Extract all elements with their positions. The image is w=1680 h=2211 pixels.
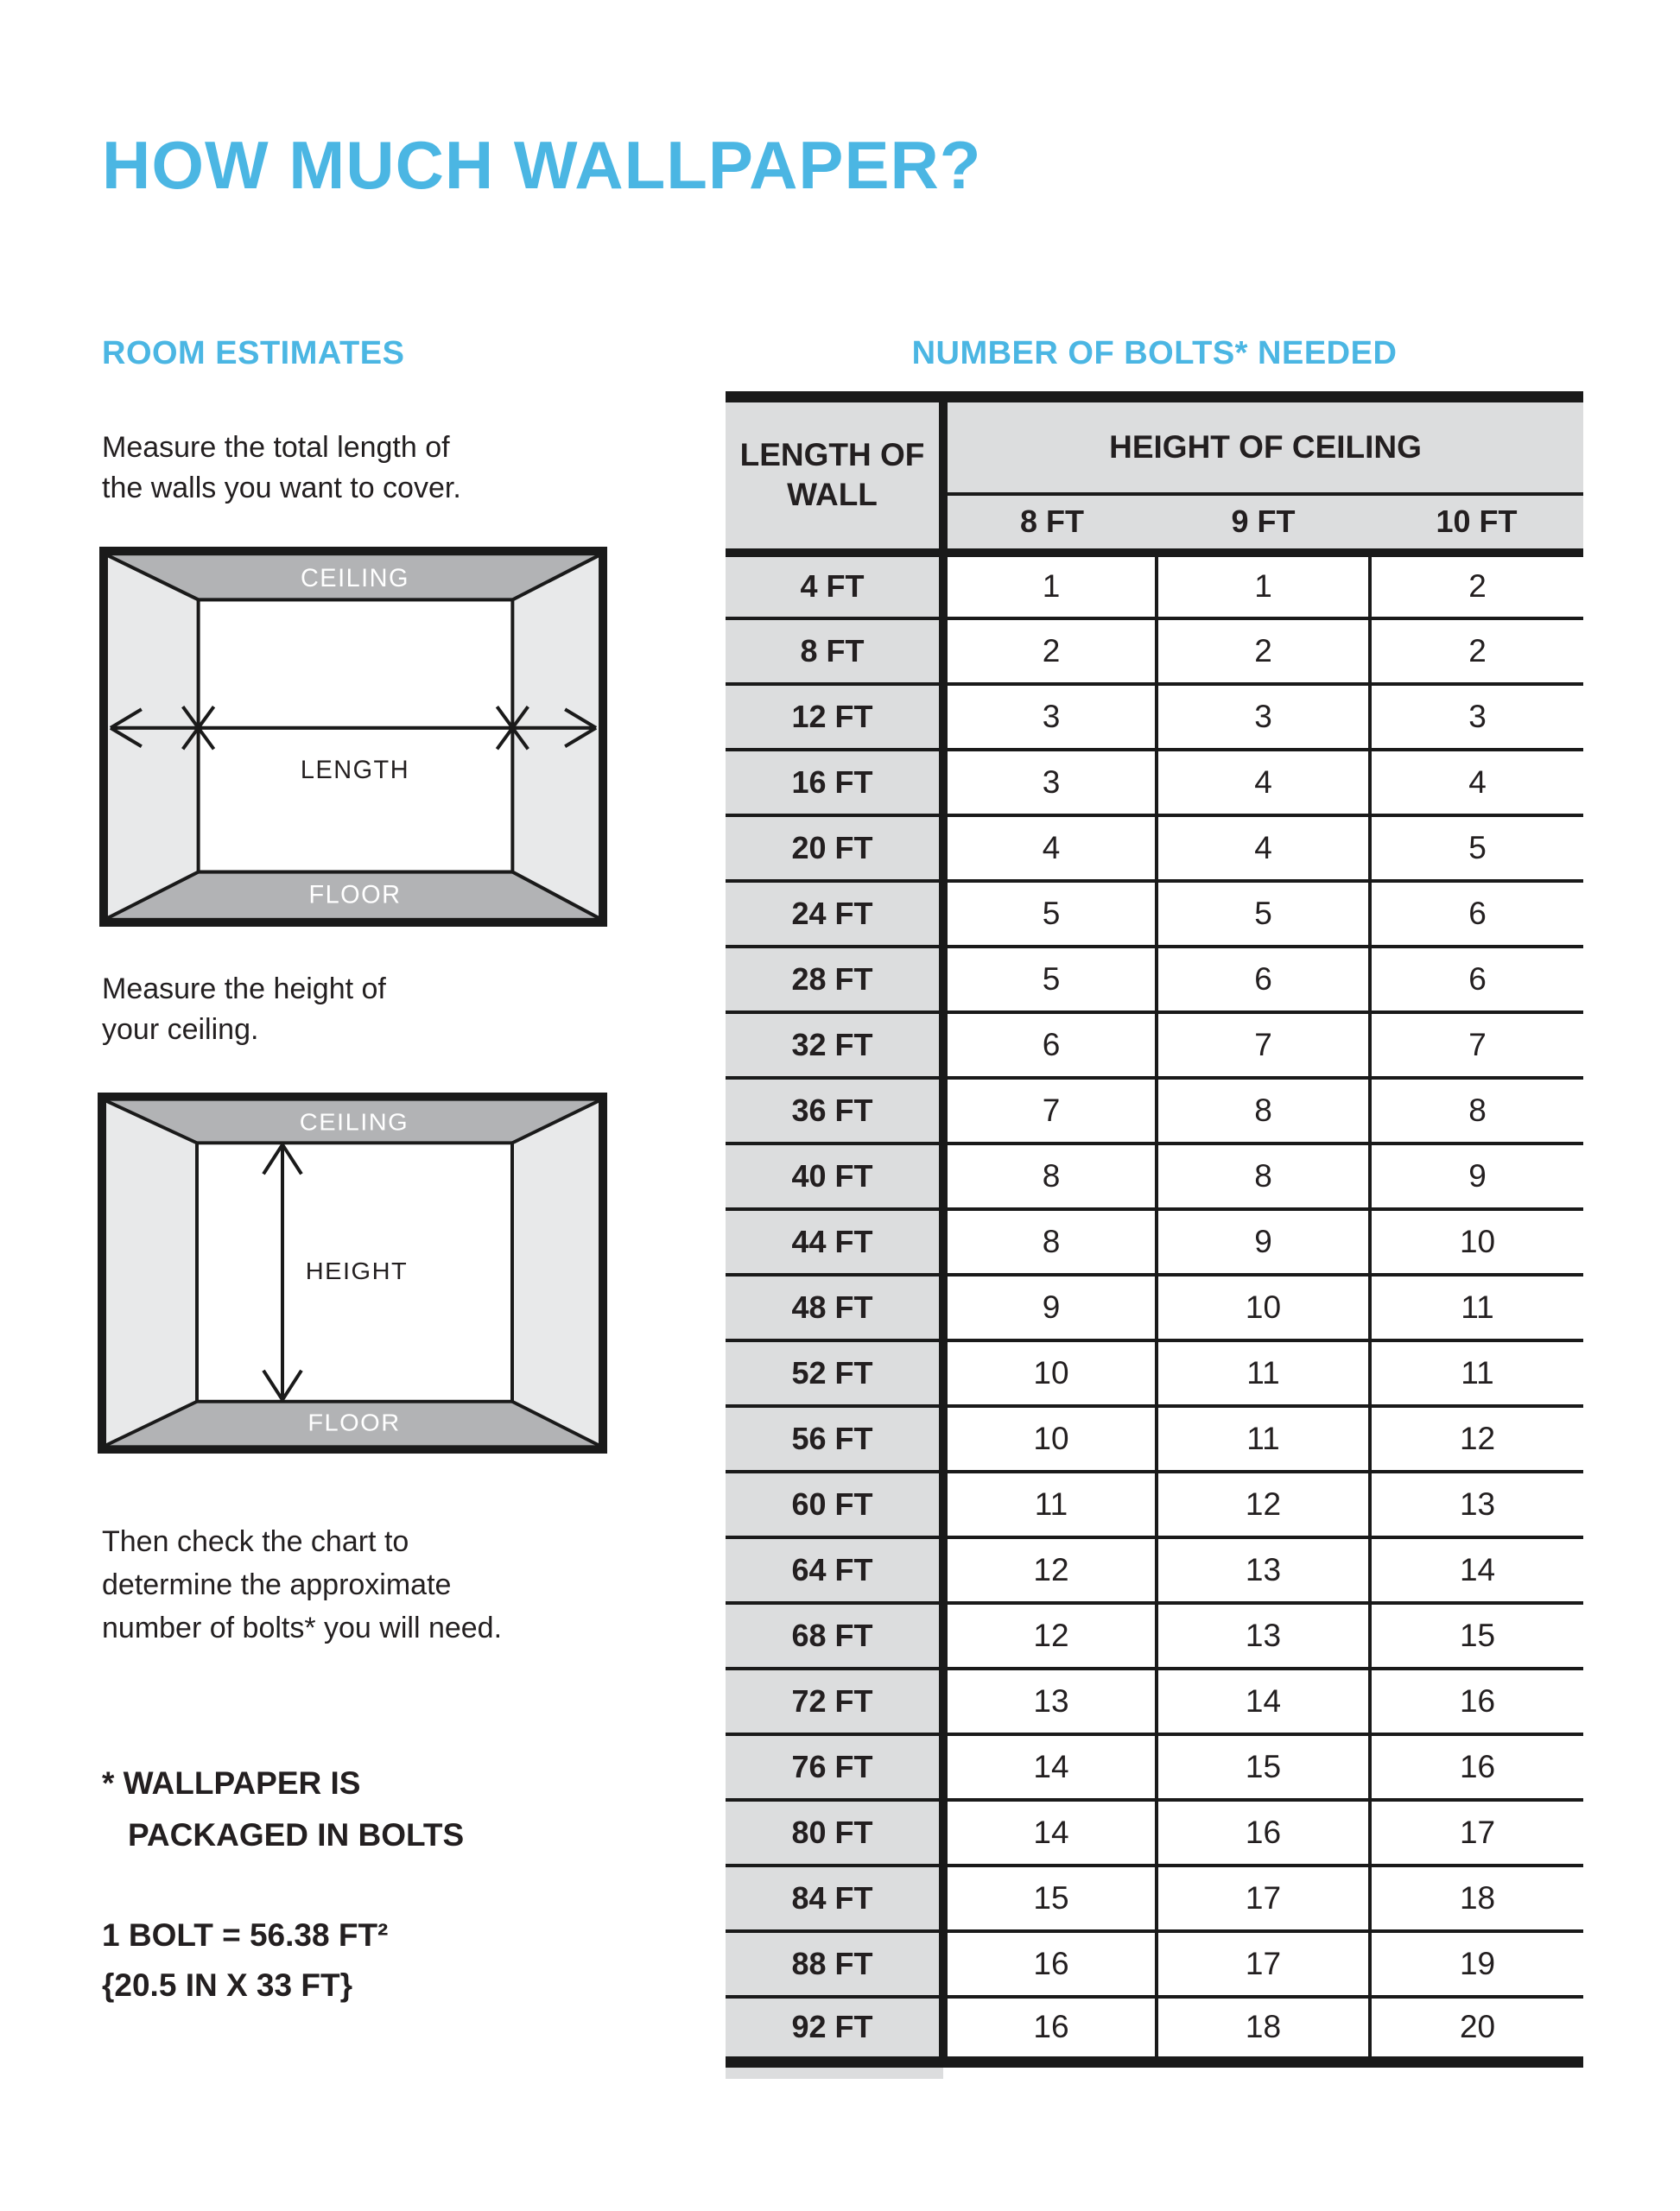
bolt-count-cell: 17: [1370, 1800, 1583, 1866]
wall-length-cell: 4 FT: [726, 553, 943, 618]
bolt-count-cell: 3: [1157, 684, 1370, 750]
column-header-8ft: 8 FT: [943, 494, 1157, 553]
instruction-measure-height: [102, 969, 386, 1050]
wall-length-cell: 68 FT: [726, 1603, 943, 1669]
bolt-table-body: [726, 553, 1583, 2062]
room-diagram-length: [99, 547, 607, 927]
back-wall: [199, 599, 513, 871]
table-row: [726, 684, 1583, 750]
bolt-count-cell: 3: [943, 684, 1157, 750]
column-header-length-of-wall: LENGTH OF WALL: [726, 397, 943, 553]
wall-length-cell: 20 FT: [726, 815, 943, 881]
bolt-count-cell: 5: [943, 881, 1157, 947]
bolt-count-cell: 2: [1370, 553, 1583, 618]
instruction-line: determine the approximate: [102, 1568, 452, 1601]
bolt-count-cell: 10: [943, 1340, 1157, 1406]
bolt-count-cell: 14: [1370, 1537, 1583, 1603]
height-label: HEIGHT: [305, 1258, 409, 1285]
bolt-count-cell: 1: [1157, 553, 1370, 618]
bolt-count-cell: 8: [1157, 1078, 1370, 1144]
ceiling-label: CEILING: [299, 1109, 409, 1137]
table-row: [726, 815, 1583, 881]
wall-length-cell: 48 FT: [726, 1275, 943, 1340]
wall-length-cell: 16 FT: [726, 750, 943, 815]
footnote-line: PACKAGED IN BOLTS: [128, 1817, 465, 1853]
table-row: [726, 881, 1583, 947]
bolt-count-cell: 6: [1157, 947, 1370, 1012]
instruction-line: your ceiling.: [102, 1013, 259, 1046]
bolt-count-cell: 7: [943, 1078, 1157, 1144]
footnote-line: * WALLPAPER IS: [102, 1765, 361, 1801]
footnote-wallpaper-bolts: [102, 1758, 464, 1861]
table-row: [726, 750, 1583, 815]
wall-length-cell: 60 FT: [726, 1472, 943, 1537]
bolt-count-cell: 2: [1157, 618, 1370, 684]
bolt-count-cell: 14: [943, 1800, 1157, 1866]
bolt-count-cell: 1: [943, 553, 1157, 618]
bolt-count-cell: 16: [943, 1931, 1157, 1997]
bolt-count-cell: 4: [1157, 750, 1370, 815]
table-row: [726, 947, 1583, 1012]
table-row: [726, 1144, 1583, 1209]
bolt-count-cell: 9: [943, 1275, 1157, 1340]
bolt-count-cell: 11: [1157, 1340, 1370, 1406]
section-heading-room-estimates: ROOM ESTIMATES: [102, 335, 405, 371]
wall-length-cell: 8 FT: [726, 618, 943, 684]
bolts-table-container: [726, 391, 1583, 2068]
bolt-count-cell: 13: [1370, 1472, 1583, 1537]
bolt-count-cell: 18: [1370, 1866, 1583, 1931]
bolt-count-cell: 3: [943, 750, 1157, 815]
bolt-count-cell: 7: [1370, 1012, 1583, 1078]
bolt-count-cell: 11: [1370, 1275, 1583, 1340]
instruction-measure-length: [102, 428, 461, 509]
bolt-count-cell: 12: [943, 1603, 1157, 1669]
room-diagram-height: [98, 1093, 607, 1454]
table-row: [726, 1931, 1583, 1997]
table-row: [726, 1340, 1583, 1406]
column-group-header-height-of-ceiling: HEIGHT OF CEILING: [943, 397, 1583, 494]
bolt-count-cell: 14: [1157, 1669, 1370, 1734]
bolt-count-cell: 20: [1370, 1997, 1583, 2062]
bolt-count-cell: 11: [1370, 1340, 1583, 1406]
height-dimension-arrow: [263, 1144, 301, 1400]
floor-label: FLOOR: [307, 1410, 401, 1437]
bolt-count-cell: 11: [1157, 1406, 1370, 1472]
table-row: [726, 1472, 1583, 1537]
table-row: [726, 1406, 1583, 1472]
left-wall-panel: [108, 555, 199, 918]
bolt-count-cell: 16: [1370, 1734, 1583, 1800]
bolt-count-cell: 4: [943, 815, 1157, 881]
bolt-count-cell: 8: [1157, 1144, 1370, 1209]
wall-length-cell: 92 FT: [726, 1997, 943, 2062]
bolt-count-cell: 8: [943, 1144, 1157, 1209]
bolt-count-cell: 17: [1157, 1866, 1370, 1931]
length-label: LENGTH: [300, 755, 410, 785]
bolt-count-cell: 16: [943, 1997, 1157, 2062]
bolt-count-cell: 4: [1370, 750, 1583, 815]
wall-length-cell: 72 FT: [726, 1669, 943, 1734]
table-row: [726, 618, 1583, 684]
wall-length-cell: 64 FT: [726, 1537, 943, 1603]
column-header-10ft: 10 FT: [1370, 494, 1583, 553]
bolt-count-cell: 14: [943, 1734, 1157, 1800]
bolt-size-info: [102, 1910, 388, 2011]
bolt-count-cell: 8: [1370, 1078, 1583, 1144]
table-row: [726, 1209, 1583, 1275]
table-footer-tab: [726, 2068, 943, 2079]
instruction-line: number of bolts* you will need.: [102, 1612, 503, 1644]
wall-length-cell: 52 FT: [726, 1340, 943, 1406]
bolt-count-cell: 11: [943, 1472, 1157, 1537]
wall-length-cell: 88 FT: [726, 1931, 943, 1997]
table-row: [726, 1997, 1583, 2062]
left-wall-panel: [106, 1101, 197, 1446]
bolt-count-cell: 6: [1370, 881, 1583, 947]
wall-length-cell: 44 FT: [726, 1209, 943, 1275]
bolt-count-cell: 5: [1370, 815, 1583, 881]
bolt-count-cell: 7: [1157, 1012, 1370, 1078]
right-wall-panel: [512, 555, 599, 918]
wall-length-cell: 24 FT: [726, 881, 943, 947]
section-heading-bolts-needed: NUMBER OF BOLTS* NEEDED: [911, 335, 1398, 371]
bolt-count-cell: 16: [1157, 1800, 1370, 1866]
wall-length-cell: 12 FT: [726, 684, 943, 750]
bolt-count-cell: 9: [1370, 1144, 1583, 1209]
wall-length-cell: 76 FT: [726, 1734, 943, 1800]
table-row: [726, 1012, 1583, 1078]
table-row: [726, 1866, 1583, 1931]
bolt-count-cell: 10: [1370, 1209, 1583, 1275]
floor-label: FLOOR: [308, 880, 402, 909]
bolt-size-line: 1 BOLT = 56.38 FT²: [102, 1917, 389, 1953]
wall-length-cell: 28 FT: [726, 947, 943, 1012]
bolt-count-cell: 15: [1157, 1734, 1370, 1800]
bolt-count-cell: 12: [1157, 1472, 1370, 1537]
bolt-count-cell: 2: [943, 618, 1157, 684]
bolt-count-cell: 8: [943, 1209, 1157, 1275]
wall-length-cell: 36 FT: [726, 1078, 943, 1144]
wall-length-cell: 84 FT: [726, 1866, 943, 1931]
wall-length-cell: 80 FT: [726, 1800, 943, 1866]
table-row: [726, 1669, 1583, 1734]
bolts-table: [726, 391, 1583, 2068]
page-title: HOW MUCH WALLPAPER?: [102, 127, 982, 203]
table-row: [726, 1537, 1583, 1603]
bolt-count-cell: 3: [1370, 684, 1583, 750]
table-row: [726, 1275, 1583, 1340]
wall-length-cell: 40 FT: [726, 1144, 943, 1209]
bolt-count-cell: 12: [1370, 1406, 1583, 1472]
bolt-count-cell: 17: [1157, 1931, 1370, 1997]
ceiling-label: CEILING: [300, 563, 410, 593]
instruction-check-chart: [102, 1520, 502, 1650]
instruction-line: Then check the chart to: [102, 1525, 409, 1558]
bolt-count-cell: 6: [943, 1012, 1157, 1078]
bolt-count-cell: 15: [1370, 1603, 1583, 1669]
bolt-count-cell: 10: [943, 1406, 1157, 1472]
table-header-row: [726, 397, 1583, 494]
bolt-count-cell: 4: [1157, 815, 1370, 881]
table-row: [726, 1603, 1583, 1669]
bolt-count-cell: 13: [1157, 1537, 1370, 1603]
bolt-count-cell: 2: [1370, 618, 1583, 684]
bolt-count-cell: 12: [943, 1537, 1157, 1603]
bolt-count-cell: 9: [1157, 1209, 1370, 1275]
instruction-line: Measure the height of: [102, 972, 386, 1005]
instruction-line: the walls you want to cover.: [102, 472, 461, 504]
column-header-9ft: 9 FT: [1157, 494, 1370, 553]
bolt-count-cell: 10: [1157, 1275, 1370, 1340]
bolt-count-cell: 16: [1370, 1669, 1583, 1734]
bolt-count-cell: 19: [1370, 1931, 1583, 1997]
bolt-count-cell: 13: [1157, 1603, 1370, 1669]
wall-length-cell: 32 FT: [726, 1012, 943, 1078]
wall-length-cell: 56 FT: [726, 1406, 943, 1472]
bolt-count-cell: 5: [1157, 881, 1370, 947]
bolt-count-cell: 15: [943, 1866, 1157, 1931]
table-row: [726, 1800, 1583, 1866]
bolt-count-cell: 13: [943, 1669, 1157, 1734]
instruction-line: Measure the total length of: [102, 431, 450, 464]
table-row: [726, 1734, 1583, 1800]
bolt-size-line: {20.5 IN X 33 FT}: [102, 1967, 352, 2003]
table-row: [726, 553, 1583, 618]
table-row: [726, 1078, 1583, 1144]
bolt-count-cell: 5: [943, 947, 1157, 1012]
bolt-count-cell: 6: [1370, 947, 1583, 1012]
right-wall-panel: [512, 1101, 599, 1446]
bolt-count-cell: 18: [1157, 1997, 1370, 2062]
